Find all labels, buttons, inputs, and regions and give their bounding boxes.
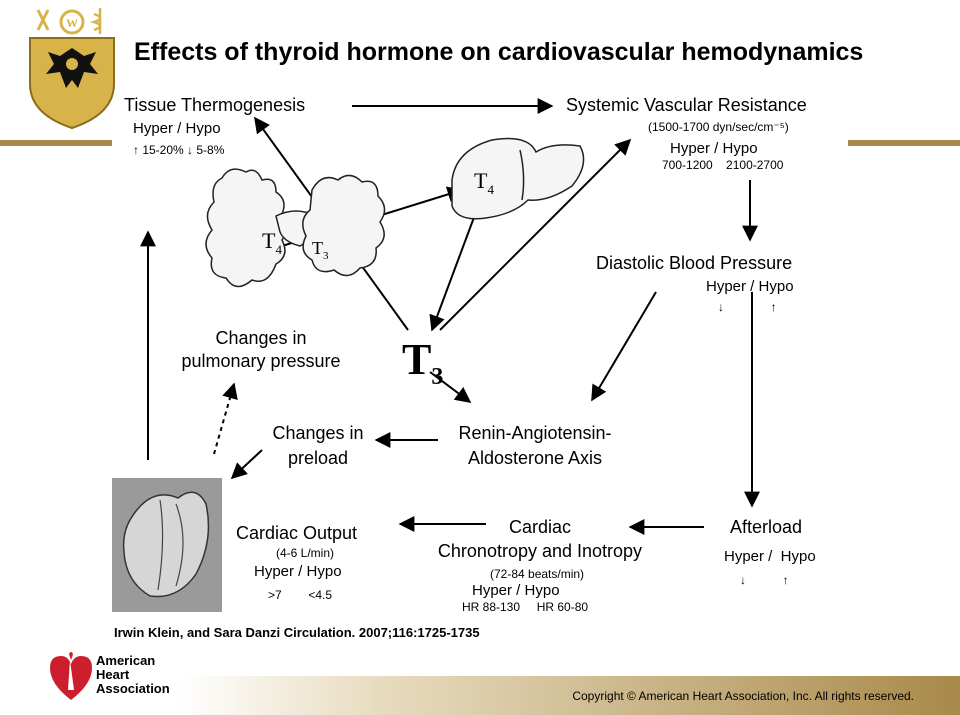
pulmonary-line2: pulmonary pressure xyxy=(181,351,341,371)
aha-line1: American xyxy=(96,653,156,668)
node-tissue-thermogenesis: Tissue Thermogenesis xyxy=(124,95,306,115)
cardiac-output-values: >7 <4.5 xyxy=(268,588,333,602)
t3-base: T xyxy=(402,335,432,384)
thermogenesis-hyper-hypo: Hyper / Hypo xyxy=(133,120,221,137)
svr-values: 700-1200 2100-2700 xyxy=(662,158,784,172)
liver-t4-label: $T_4$ xyxy=(474,168,494,197)
raas-line2: Aldosterone Axis xyxy=(467,448,603,468)
pulmonary-line1: Changes in xyxy=(215,328,307,348)
raas-line1: Renin-Angiotensin- xyxy=(458,423,612,443)
aha-heart-torch-icon xyxy=(46,650,96,704)
aha-logo-text xyxy=(96,654,170,696)
node-raas xyxy=(440,423,630,469)
chronotropy-hyper-hypo: Hyper / Hypo xyxy=(472,582,560,599)
copyright-text: Copyright © American Heart Association, Inc. All rights reserved. xyxy=(572,689,914,703)
afterload-hyper-hypo: Hyper / Hypo xyxy=(724,548,816,565)
node-afterload: Afterload xyxy=(730,517,803,537)
dbp-arrows: ↓ ↑ xyxy=(718,300,777,314)
chronotropy-line2: Chronotropy and Inotropy xyxy=(437,541,643,561)
svr-hyper-hypo: Hyper / Hypo xyxy=(670,140,758,157)
node-diastolic-blood-pressure: Diastolic Blood Pressure xyxy=(596,253,793,273)
heart-illustration xyxy=(112,478,222,612)
chronotropy-line1: Cardiac xyxy=(508,517,572,537)
afterload-arrows: ↓ ↑ xyxy=(740,573,789,587)
arrow-dbp-to-raas xyxy=(592,292,656,400)
page-title: Effects of thyroid hormone on cardiovascular hemodynamics xyxy=(134,38,864,66)
aha-line3: Association xyxy=(96,681,170,696)
cardiac-output-range: (4-6 L/min) xyxy=(276,546,335,560)
arrow-liver-to-t3 xyxy=(432,212,476,330)
preload-line1: Changes in xyxy=(272,423,364,443)
aha-line2: Heart xyxy=(96,667,130,682)
thermogenesis-values: ↑ 15-20% ↓ 5-8% xyxy=(133,143,225,157)
node-chronotropy-inotropy xyxy=(410,517,670,562)
node-t3 xyxy=(402,334,443,391)
thyroid-gland-drawing xyxy=(206,169,385,286)
node-pulmonary-pressure xyxy=(166,328,356,372)
svg-text:W: W xyxy=(66,16,78,30)
chronotropy-range: (72-84 beats/min) xyxy=(490,567,585,581)
node-systemic-vascular-resistance: Systemic Vascular Resistance xyxy=(566,95,807,115)
cardiac-output-hyper-hypo: Hyper / Hypo xyxy=(254,563,342,580)
node-cardiac-output: Cardiac Output xyxy=(236,523,358,543)
node-preload xyxy=(258,423,378,469)
thyroid-t3-label: $T_3$ xyxy=(312,238,329,262)
dbp-hyper-hypo: Hyper / Hypo xyxy=(706,278,794,295)
thyroid-t4-label: $T_4$ xyxy=(262,228,282,257)
t3-sub: 3 xyxy=(431,363,444,390)
arrow-heart-to-pulmonary-dashed xyxy=(214,384,234,454)
svr-range: (1500-1700 dyn/sec/cm⁻⁵) xyxy=(648,120,789,134)
preload-line2: preload xyxy=(287,448,349,468)
aha-logo xyxy=(46,650,180,704)
citation-text: Irwin Klein, and Sara Danzi Circulation. 2007;116:1725-1735 xyxy=(114,625,480,640)
chronotropy-values: HR 88-130 HR 60-80 xyxy=(462,600,589,614)
